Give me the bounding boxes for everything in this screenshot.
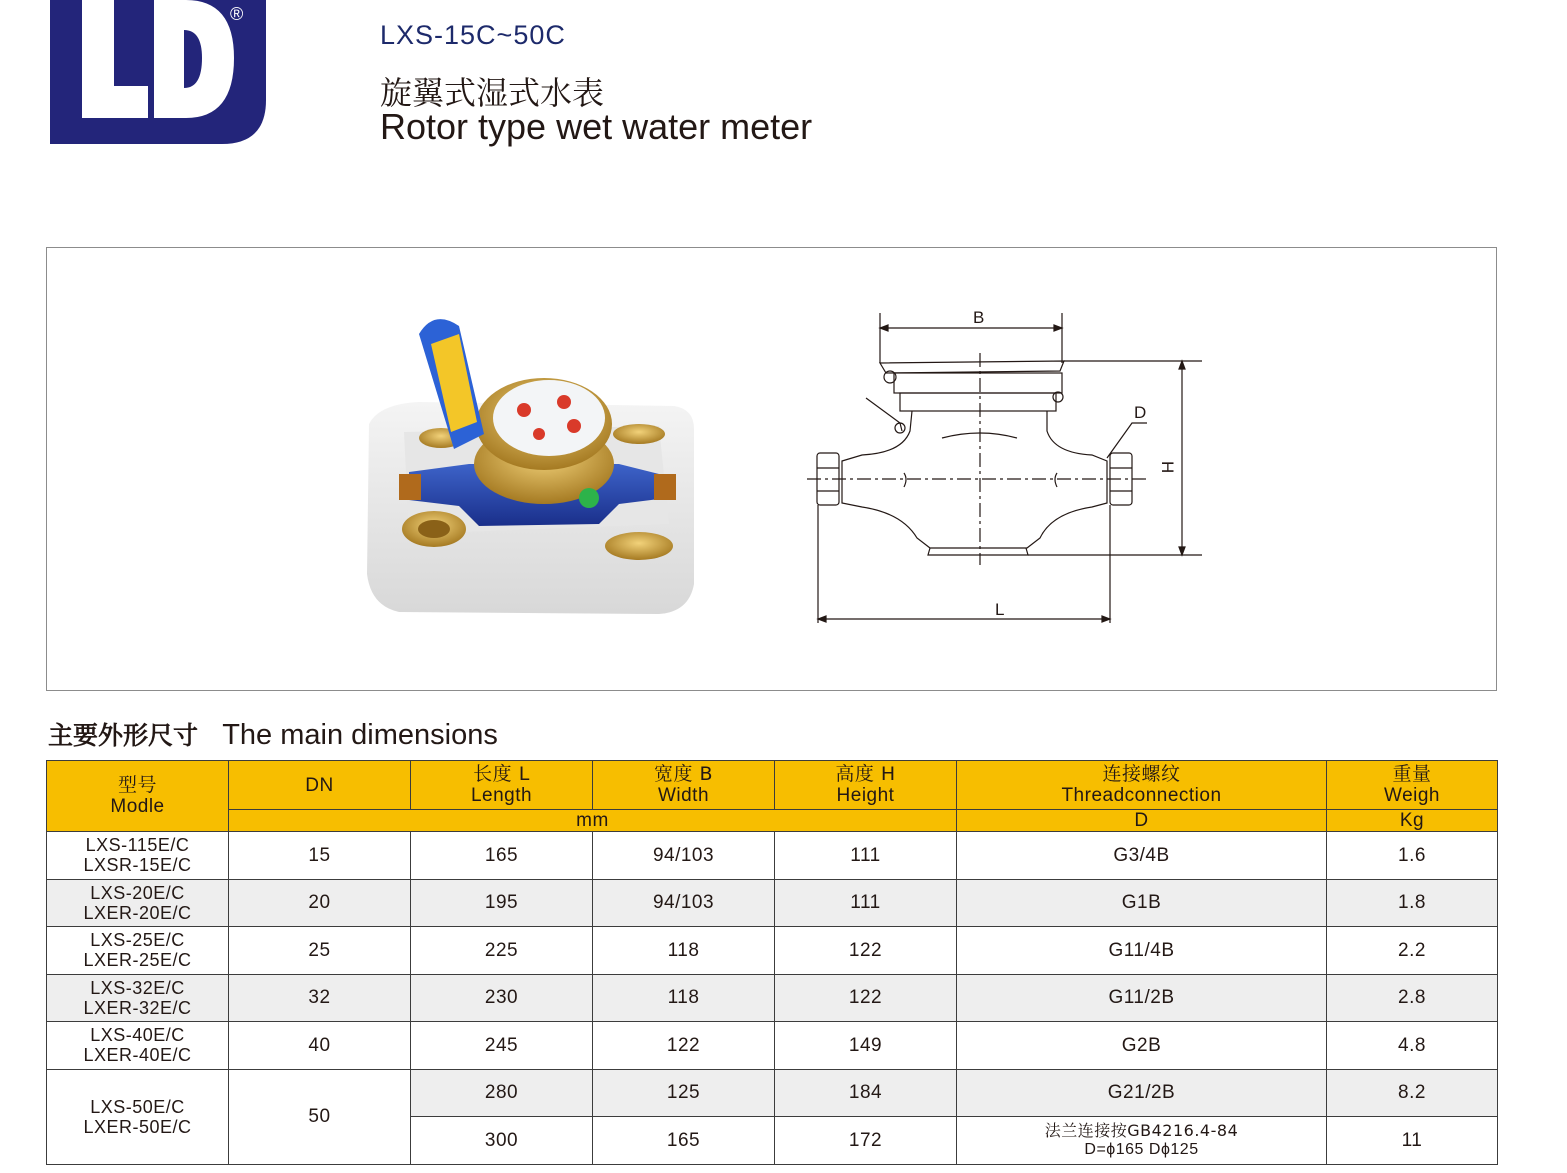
company-logo xyxy=(50,0,266,144)
header-unit-mm: mm xyxy=(229,810,957,832)
cell-width: 122 xyxy=(593,1022,775,1070)
model-line: LXS-115E/C xyxy=(85,835,190,856)
section-title xyxy=(48,716,498,752)
cell-dn: 15 xyxy=(229,832,411,880)
dimension-label-d: D xyxy=(1134,403,1147,422)
table-row xyxy=(47,832,1498,880)
cell-weight: 1.8 xyxy=(1327,879,1498,927)
cell-model xyxy=(47,1022,229,1070)
cell-thread: G3/4B xyxy=(957,832,1327,880)
cell-weight: 4.8 xyxy=(1327,1022,1498,1070)
header-weight-en: Weigh xyxy=(1383,785,1440,806)
cell-thread: G1B xyxy=(957,879,1327,927)
cell-height: 172 xyxy=(775,1117,957,1165)
model-line: LXS-32E/C xyxy=(90,977,185,998)
cell-dn: 50 xyxy=(229,1069,411,1164)
header-thread-en: Threadconnection xyxy=(1061,785,1222,806)
header-model-cn: 型号 xyxy=(117,774,157,796)
section-title-en: The main dimensions xyxy=(222,719,498,751)
cell-model xyxy=(47,974,229,1022)
thread-note-line: D=ϕ165 Dϕ125 xyxy=(1084,1141,1199,1159)
cell-dn: 32 xyxy=(229,974,411,1022)
model-line: LXSR-15E/C xyxy=(83,855,192,876)
model-line: LXS-40E/C xyxy=(90,1025,185,1046)
model-line: LXER-25E/C xyxy=(83,950,192,971)
cell-height: 184 xyxy=(775,1069,957,1117)
product-figure-panel xyxy=(46,247,1497,691)
model-line: LXER-50E/C xyxy=(83,1116,192,1137)
header-thread xyxy=(957,761,1327,810)
ld-logo-icon xyxy=(50,0,266,144)
cell-model xyxy=(47,1069,229,1164)
cell-height: 111 xyxy=(775,832,957,880)
cell-length: 225 xyxy=(411,927,593,975)
cell-height: 149 xyxy=(775,1022,957,1070)
cell-weight: 2.2 xyxy=(1327,927,1498,975)
table-row xyxy=(47,927,1498,975)
header-weight-unit: Kg xyxy=(1327,810,1498,832)
cell-weight: 1.6 xyxy=(1327,832,1498,880)
cell-width: 125 xyxy=(593,1069,775,1117)
cell-width: 118 xyxy=(593,927,775,975)
header-dn: DN xyxy=(229,761,411,810)
cell-length: 195 xyxy=(411,879,593,927)
dimension-label-l: L xyxy=(995,600,1005,619)
cell-width: 118 xyxy=(593,974,775,1022)
header-width-en: Width xyxy=(657,785,710,806)
model-line: LXER-32E/C xyxy=(83,997,192,1018)
header-thread-unit: D xyxy=(957,810,1327,832)
cell-weight: 8.2 xyxy=(1327,1069,1498,1117)
cell-thread: G2B xyxy=(957,1022,1327,1070)
header-width-cn: 宽度 B xyxy=(653,763,714,785)
header-height-en: Height xyxy=(836,785,895,806)
header-height-cn: 高度 H xyxy=(835,763,896,785)
cell-thread: G11/4B xyxy=(957,927,1327,975)
model-line: LXS-50E/C xyxy=(90,1096,185,1117)
header-height xyxy=(775,761,957,810)
table-row xyxy=(47,879,1498,927)
header-length-cn: 长度 L xyxy=(473,763,530,785)
cell-dn: 25 xyxy=(229,927,411,975)
cell-length: 280 xyxy=(411,1069,593,1117)
model-line: LXER-40E/C xyxy=(83,1045,192,1066)
header-model xyxy=(47,761,229,832)
cell-height: 122 xyxy=(775,974,957,1022)
table-row xyxy=(47,1022,1498,1070)
header-weight-cn: 重量 xyxy=(1392,763,1432,785)
model-line: LXS-20E/C xyxy=(90,882,185,903)
cell-height: 111 xyxy=(775,879,957,927)
dimension-label-b: B xyxy=(973,308,985,327)
dimension-drawing-icon xyxy=(802,303,1212,643)
table-row xyxy=(47,1069,1498,1117)
model-range: LXS-15C~50C xyxy=(380,20,566,50)
model-line: LXS-25E/C xyxy=(90,930,185,951)
cell-width: 94/103 xyxy=(593,832,775,880)
dimension-label-h: H xyxy=(1158,461,1177,474)
cell-length: 165 xyxy=(411,832,593,880)
cell-width: 165 xyxy=(593,1117,775,1165)
cell-dn: 20 xyxy=(229,879,411,927)
cell-thread: G11/2B xyxy=(957,974,1327,1022)
registered-mark: ® xyxy=(230,4,244,24)
header-weight xyxy=(1327,761,1498,810)
table-row xyxy=(47,974,1498,1022)
header-thread-cn: 连接螺纹 xyxy=(1102,763,1181,785)
cell-model xyxy=(47,879,229,927)
header-length xyxy=(411,761,593,810)
cell-width: 94/103 xyxy=(593,879,775,927)
cell-weight: 11 xyxy=(1327,1117,1498,1165)
dimensions-table xyxy=(46,760,1498,1165)
cell-length: 300 xyxy=(411,1117,593,1165)
cell-thread xyxy=(957,1117,1327,1165)
water-meter-photo-icon xyxy=(359,314,699,626)
cell-height: 122 xyxy=(775,927,957,975)
cell-dn: 40 xyxy=(229,1022,411,1070)
header-length-en: Length xyxy=(470,785,533,806)
thread-note-line: 法兰连接按GB4216.4-84 xyxy=(1044,1121,1239,1141)
model-line: LXER-20E/C xyxy=(83,902,192,923)
cell-model xyxy=(47,927,229,975)
header-model-en: Modle xyxy=(110,796,165,817)
cell-weight: 2.8 xyxy=(1327,974,1498,1022)
header-width xyxy=(593,761,775,810)
cell-model xyxy=(47,832,229,880)
cell-length: 245 xyxy=(411,1022,593,1070)
title-chinese: 旋翼式湿式水表 xyxy=(380,74,605,112)
cell-thread: G21/2B xyxy=(957,1069,1327,1117)
cell-length: 230 xyxy=(411,974,593,1022)
title-english: Rotor type wet water meter xyxy=(380,106,813,147)
section-title-cn: 主要外形尺寸 xyxy=(48,721,199,750)
